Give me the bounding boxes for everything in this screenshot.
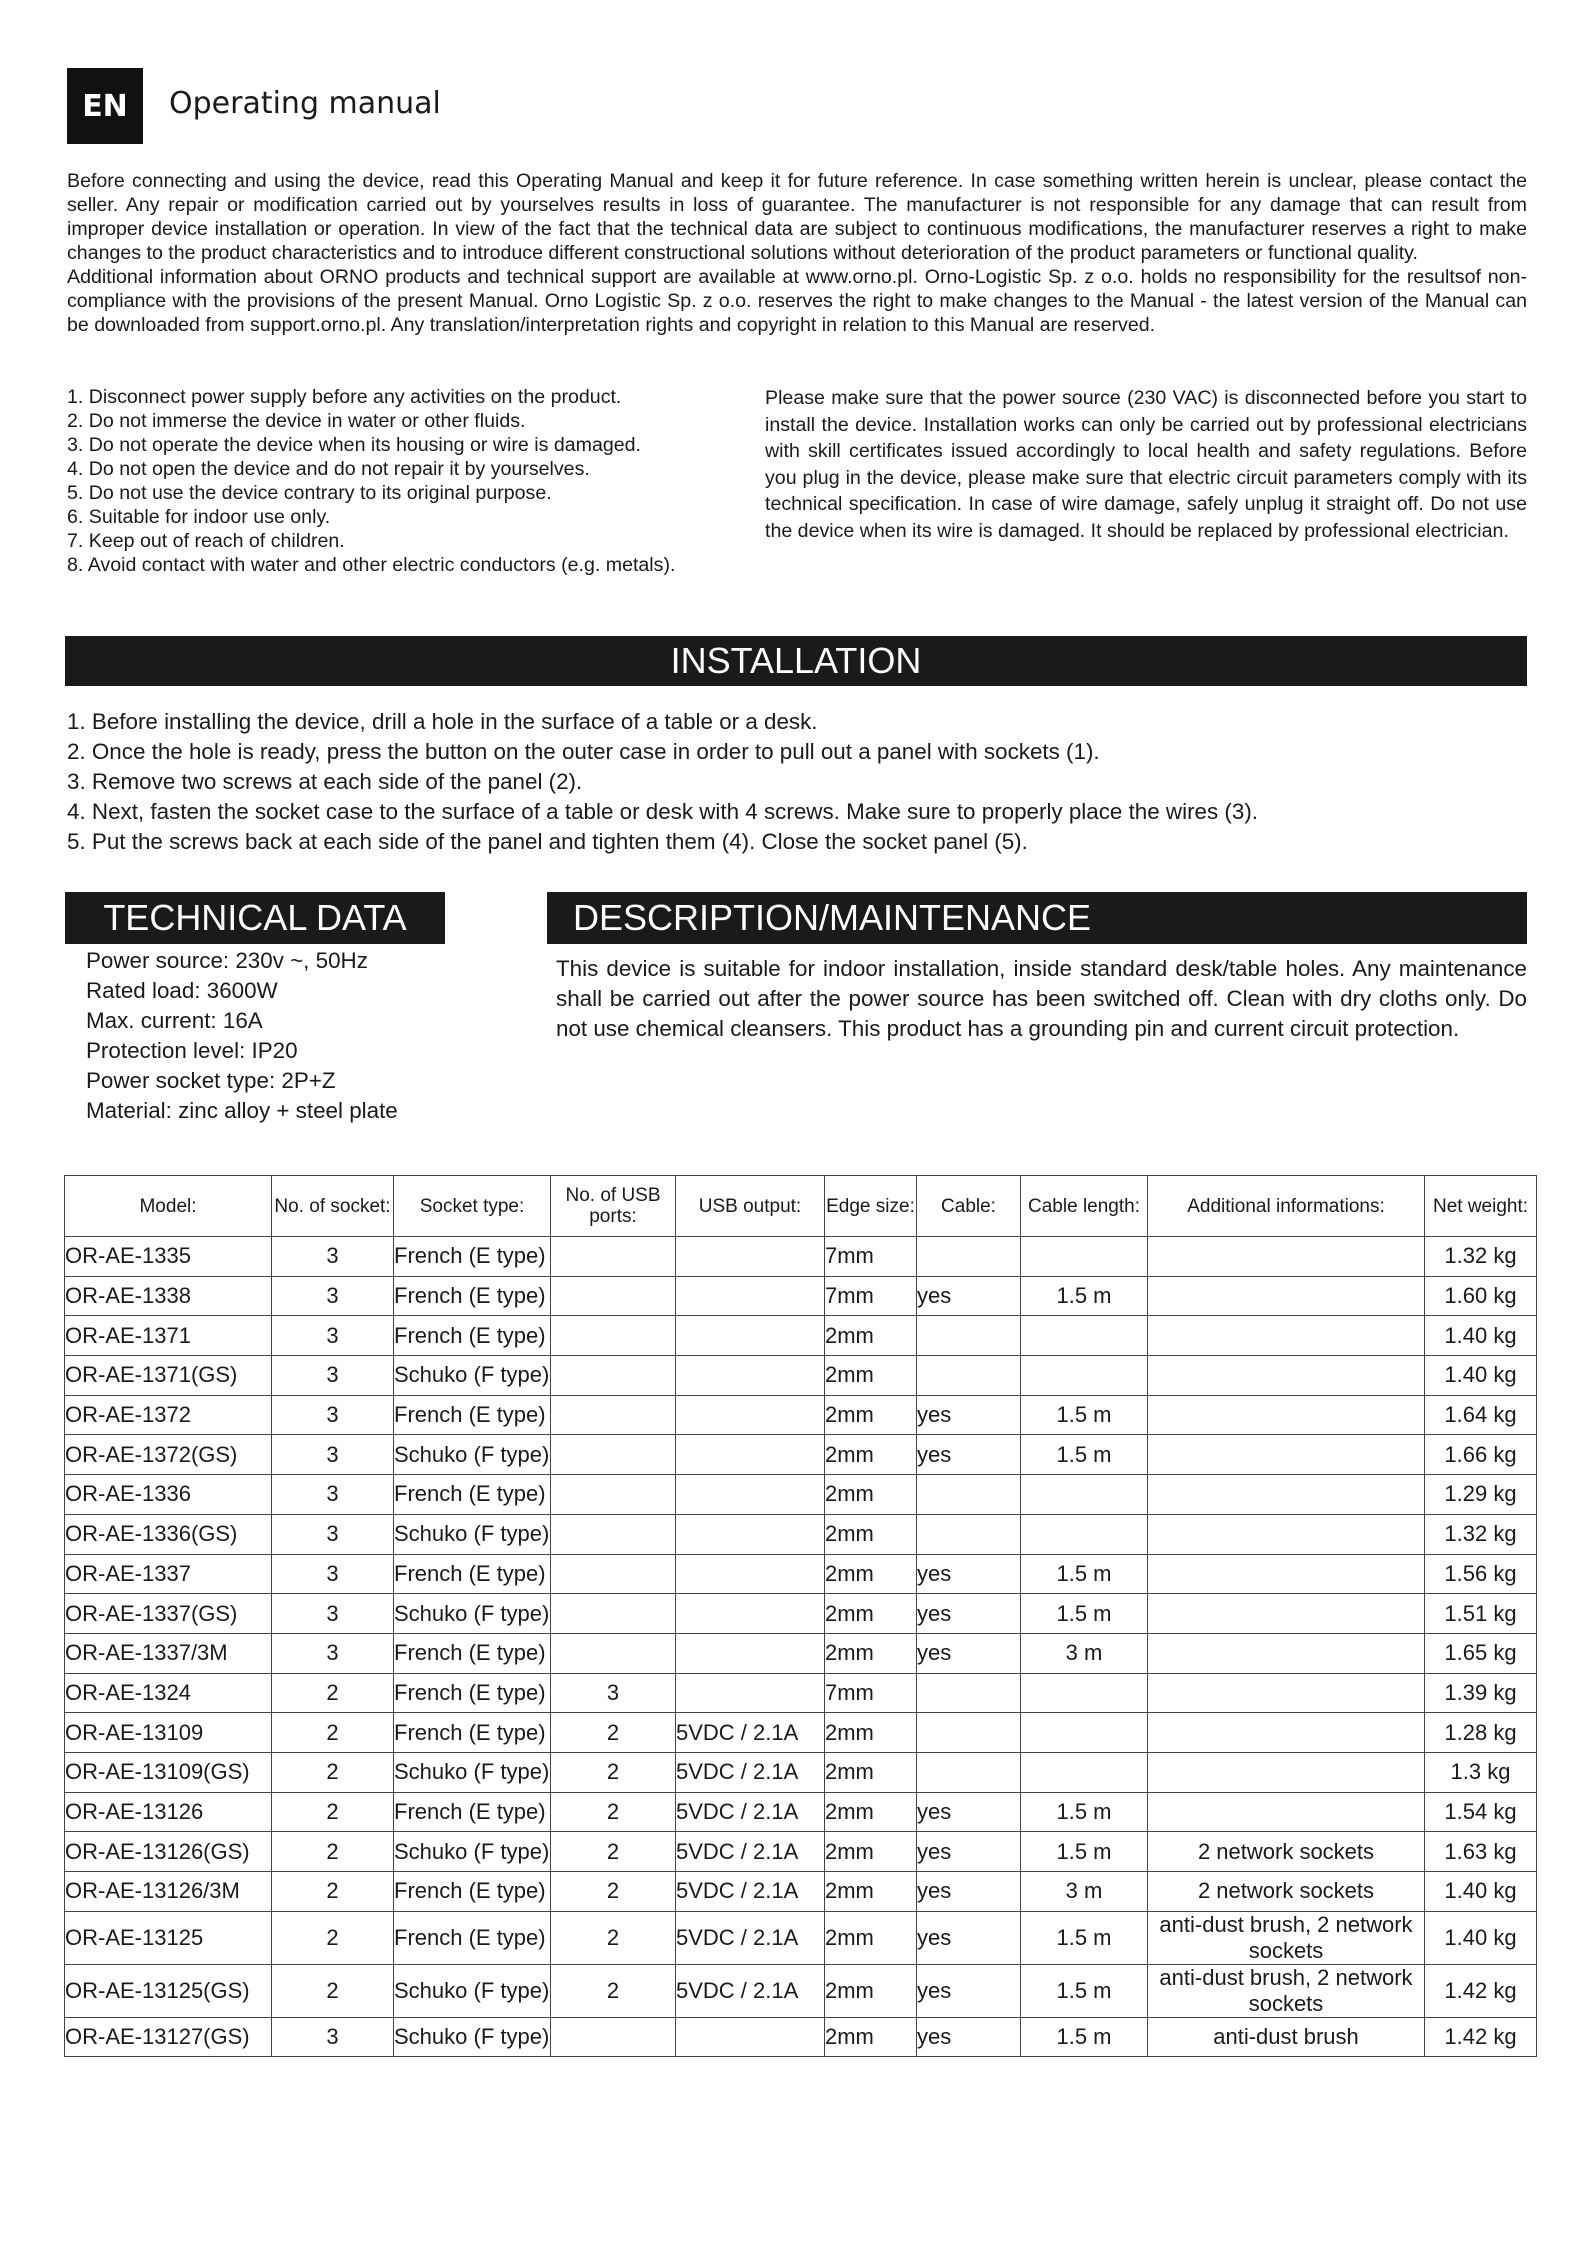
installation-step: 2. Once the hole is ready, press the button on the outer case in order to pull out a panel with sockets (1).: [67, 739, 1100, 764]
cell-model: OR-AE-13127(GS): [65, 2017, 272, 2057]
cell-edge-size: 2mm: [825, 1594, 917, 1634]
cell-model: OR-AE-13109: [65, 1713, 272, 1753]
cell-net-weight: 1.32 kg: [1425, 1514, 1537, 1554]
cell-socket-type: French (E type): [394, 1911, 551, 1964]
cell-cable: yes: [917, 1872, 1021, 1912]
cell-usb-output: [676, 1435, 825, 1475]
cell-cable: yes: [917, 1395, 1021, 1435]
cell-socket-type: French (E type): [394, 1792, 551, 1832]
cell-socket-type: Schuko (F type): [394, 2017, 551, 2057]
technical-data-item: Material: zinc alloy + steel plate: [86, 1098, 398, 1123]
cell-cable: yes: [917, 1594, 1021, 1634]
cell-socket-type: Schuko (F type): [394, 1752, 551, 1792]
safety-item: 2. Do not immerse the device in water or other fluids.: [67, 410, 526, 432]
cell-sockets: 3: [272, 1475, 394, 1515]
cell-usb-ports: [551, 1475, 676, 1515]
cell-usb-ports: [551, 1435, 676, 1475]
cell-additional-info: anti-dust brush, 2 network sockets: [1148, 1911, 1425, 1964]
cell-additional-info: [1148, 1633, 1425, 1673]
cell-socket-type: Schuko (F type): [394, 1832, 551, 1872]
technical-data-item: Rated load: 3600W: [86, 978, 278, 1003]
cell-usb-output: [676, 2017, 825, 2057]
column-header-model: Model:: [65, 1176, 272, 1237]
table-row: [65, 1395, 1537, 1435]
safety-item: 3. Do not operate the device when its housing or wire is damaged.: [67, 434, 641, 456]
cell-usb-output: [676, 1633, 825, 1673]
cell-socket-type: French (E type): [394, 1475, 551, 1515]
column-header-cable: Cable:: [917, 1176, 1021, 1237]
cell-additional-info: [1148, 1752, 1425, 1792]
cell-usb-ports: 2: [551, 1911, 676, 1964]
cell-model: OR-AE-13126/3M: [65, 1872, 272, 1912]
cell-usb-ports: [551, 1554, 676, 1594]
table-row: [65, 1514, 1537, 1554]
cell-additional-info: [1148, 1435, 1425, 1475]
table-row: [65, 1872, 1537, 1912]
table-row: [65, 1594, 1537, 1634]
table-row: [65, 1713, 1537, 1753]
cell-additional-info: anti-dust brush: [1148, 2017, 1425, 2057]
cell-socket-type: French (E type): [394, 1713, 551, 1753]
cell-sockets: 2: [272, 1673, 394, 1713]
cell-edge-size: 2mm: [825, 1872, 917, 1912]
cell-usb-ports: [551, 1594, 676, 1634]
cell-model: OR-AE-1371: [65, 1316, 272, 1356]
cell-edge-size: 2mm: [825, 1792, 917, 1832]
cell-edge-size: 2mm: [825, 1832, 917, 1872]
column-header-edge-size: Edge size:: [825, 1176, 917, 1237]
cell-net-weight: 1.63 kg: [1425, 1832, 1537, 1872]
cell-edge-size: 2mm: [825, 1475, 917, 1515]
cell-cable-length: 1.5 m: [1021, 1276, 1148, 1316]
table-row: [65, 1832, 1537, 1872]
cell-socket-type: Schuko (F type): [394, 1356, 551, 1396]
column-header-usb-output: USB output:: [676, 1176, 825, 1237]
cell-sockets: 3: [272, 1594, 394, 1634]
cell-edge-size: 2mm: [825, 1395, 917, 1435]
cell-socket-type: Schuko (F type): [394, 1435, 551, 1475]
cell-cable: [917, 1673, 1021, 1713]
safety-list: [67, 385, 767, 577]
cell-socket-type: French (E type): [394, 1673, 551, 1713]
cell-cable-length: 1.5 m: [1021, 1964, 1148, 2017]
cell-cable-length: 1.5 m: [1021, 2017, 1148, 2057]
safety-note: Please make sure that the power source (230 VAC) is disconnected before you start to install the device. Installation works can only be carried out by professional electricians with skill certificates issued accordingly to local health and safety regulations. Before you plug in the device, please make sure that electric circuit parameters comply with its technical specification. In case of wire damage, safely unplug it straight off. Do not use the device when its wire is damaged. It should be replaced by professional electrician.: [765, 387, 1527, 542]
cell-edge-size: 2mm: [825, 1316, 917, 1356]
cell-cable: yes: [917, 2017, 1021, 2057]
cell-net-weight: 1.40 kg: [1425, 1872, 1537, 1912]
technical-data-item: Power source: 230v ~, 50Hz: [86, 948, 368, 973]
installation-step: 1. Before installing the device, drill a hole in the surface of a table or a desk.: [67, 709, 818, 734]
cell-cable: [917, 1237, 1021, 1277]
column-header-additional-info: Additional informations:: [1148, 1176, 1425, 1237]
cell-usb-ports: 3: [551, 1673, 676, 1713]
cell-model: OR-AE-1324: [65, 1673, 272, 1713]
cell-cable-length: [1021, 1514, 1148, 1554]
cell-sockets: 2: [272, 1832, 394, 1872]
table-row: [65, 1237, 1537, 1277]
cell-edge-size: 7mm: [825, 1276, 917, 1316]
cell-additional-info: [1148, 1673, 1425, 1713]
technical-data-item: Protection level: IP20: [86, 1038, 298, 1063]
cell-usb-ports: [551, 1514, 676, 1554]
cell-usb-ports: 2: [551, 1872, 676, 1912]
cell-usb-ports: [551, 1276, 676, 1316]
cell-net-weight: 1.39 kg: [1425, 1673, 1537, 1713]
cell-sockets: 3: [272, 1316, 394, 1356]
cell-edge-size: 2mm: [825, 1435, 917, 1475]
cell-net-weight: 1.42 kg: [1425, 2017, 1537, 2057]
models-table: [64, 1175, 1537, 2057]
cell-usb-ports: 2: [551, 1713, 676, 1753]
cell-sockets: 3: [272, 1395, 394, 1435]
cell-model: OR-AE-1336(GS): [65, 1514, 272, 1554]
installation-step: 5. Put the screws back at each side of the panel and tighten them (4). Close the socket panel (5).: [67, 829, 1028, 854]
description-heading: DESCRIPTION/MAINTENANCE: [547, 892, 1527, 944]
cell-cable-length: 1.5 m: [1021, 1832, 1148, 1872]
cell-cable-length: 3 m: [1021, 1872, 1148, 1912]
cell-sockets: 2: [272, 1713, 394, 1753]
cell-usb-ports: [551, 1356, 676, 1396]
cell-socket-type: French (E type): [394, 1237, 551, 1277]
cell-net-weight: 1.40 kg: [1425, 1911, 1537, 1964]
cell-cable: [917, 1475, 1021, 1515]
column-header-net-weight: Net weight:: [1425, 1176, 1537, 1237]
cell-socket-type: French (E type): [394, 1276, 551, 1316]
cell-sockets: 3: [272, 1554, 394, 1594]
cell-usb-output: 5VDC / 2.1A: [676, 1872, 825, 1912]
safety-item: 6. Suitable for indoor use only.: [67, 506, 331, 528]
cell-additional-info: [1148, 1475, 1425, 1515]
cell-cable: [917, 1752, 1021, 1792]
intro-paragraph-1: Before connecting and using the device, read this Operating Manual and keep it for future reference. In case something written herein is unclear, please contact the seller. Any repair or modification carried out by yourselves results in loss of guarantee. The manufacturer is not responsible for any damage that can result from improper device installation or operation. In view of the fact that the technical data are subject to continuous modifications, the manufacturer reserves a right to make changes to the product characteristics and to introduce different constructional solutions without deterioration of the product parameters or functional quality.: [67, 170, 1527, 264]
cell-model: OR-AE-1337/3M: [65, 1633, 272, 1673]
cell-model: OR-AE-1336: [65, 1475, 272, 1515]
table-row: [65, 1316, 1537, 1356]
cell-usb-ports: [551, 1395, 676, 1435]
cell-usb-output: 5VDC / 2.1A: [676, 1713, 825, 1753]
cell-cable-length: [1021, 1752, 1148, 1792]
cell-cable: yes: [917, 1554, 1021, 1594]
cell-additional-info: [1148, 1514, 1425, 1554]
cell-cable: yes: [917, 1832, 1021, 1872]
cell-model: OR-AE-13126: [65, 1792, 272, 1832]
cell-sockets: 2: [272, 1872, 394, 1912]
cell-model: OR-AE-13126(GS): [65, 1832, 272, 1872]
cell-model: OR-AE-1371(GS): [65, 1356, 272, 1396]
table-row: [65, 2017, 1537, 2057]
cell-sockets: 3: [272, 1237, 394, 1277]
cell-sockets: 2: [272, 1964, 394, 2017]
cell-cable-length: 1.5 m: [1021, 1554, 1148, 1594]
cell-model: OR-AE-13125(GS): [65, 1964, 272, 2017]
cell-sockets: 2: [272, 1911, 394, 1964]
cell-usb-output: 5VDC / 2.1A: [676, 1752, 825, 1792]
cell-socket-type: French (E type): [394, 1316, 551, 1356]
table-row: [65, 1792, 1537, 1832]
cell-edge-size: 2mm: [825, 1752, 917, 1792]
cell-model: OR-AE-1337: [65, 1554, 272, 1594]
cell-cable: [917, 1316, 1021, 1356]
cell-usb-ports: 2: [551, 1832, 676, 1872]
cell-net-weight: 1.42 kg: [1425, 1964, 1537, 2017]
cell-sockets: 3: [272, 1514, 394, 1554]
cell-usb-output: [676, 1673, 825, 1713]
cell-additional-info: [1148, 1395, 1425, 1435]
cell-usb-ports: 2: [551, 1752, 676, 1792]
cell-usb-output: 5VDC / 2.1A: [676, 1792, 825, 1832]
technical-data-item: Power socket type: 2P+Z: [86, 1068, 336, 1093]
cell-net-weight: 1.40 kg: [1425, 1356, 1537, 1396]
table-row: [65, 1911, 1537, 1964]
cell-edge-size: 2mm: [825, 1964, 917, 2017]
column-header-socket-type: Socket type:: [394, 1176, 551, 1237]
intro-text: [67, 169, 1527, 337]
safety-item: 7. Keep out of reach of children.: [67, 530, 345, 552]
cell-net-weight: 1.40 kg: [1425, 1316, 1537, 1356]
cell-usb-ports: [551, 1633, 676, 1673]
technical-data-heading: TECHNICAL DATA: [65, 892, 445, 944]
cell-usb-output: [676, 1395, 825, 1435]
technical-data-list: [86, 946, 486, 1126]
cell-sockets: 2: [272, 1792, 394, 1832]
cell-usb-output: [676, 1554, 825, 1594]
cell-cable-length: 1.5 m: [1021, 1435, 1148, 1475]
cell-usb-output: [676, 1316, 825, 1356]
cell-cable: yes: [917, 1964, 1021, 2017]
cell-usb-output: 5VDC / 2.1A: [676, 1964, 825, 2017]
safety-item: 5. Do not use the device contrary to its original purpose.: [67, 482, 552, 504]
cell-additional-info: [1148, 1594, 1425, 1634]
cell-sockets: 3: [272, 1633, 394, 1673]
cell-edge-size: 2mm: [825, 1514, 917, 1554]
intro-paragraph-2: Additional information about ORNO products and technical support are available at www.orno.pl. Orno-Logistic Sp. z o.o. holds no responsibility for the resultsof non-compliance with the provisions of the present Manual. Orno Logistic Sp. z o.o. reserves the right to make changes to the Manual - the latest version of the Manual can be downloaded from support.orno.pl. Any translation/interpretation rights and copyright in relation to this Manual are reserved.: [67, 266, 1527, 336]
table-row: [65, 1475, 1537, 1515]
cell-cable: yes: [917, 1435, 1021, 1475]
table-row: [65, 1435, 1537, 1475]
cell-cable-length: 1.5 m: [1021, 1911, 1148, 1964]
cell-net-weight: 1.51 kg: [1425, 1594, 1537, 1634]
cell-usb-output: 5VDC / 2.1A: [676, 1911, 825, 1964]
cell-edge-size: 2mm: [825, 1633, 917, 1673]
cell-usb-output: [676, 1356, 825, 1396]
cell-cable: [917, 1713, 1021, 1753]
cell-cable: [917, 1514, 1021, 1554]
cell-edge-size: 7mm: [825, 1237, 917, 1277]
cell-sockets: 3: [272, 1435, 394, 1475]
cell-usb-output: [676, 1276, 825, 1316]
cell-cable-length: 3 m: [1021, 1633, 1148, 1673]
cell-net-weight: 1.54 kg: [1425, 1792, 1537, 1832]
cell-cable: yes: [917, 1792, 1021, 1832]
cell-usb-ports: 2: [551, 1964, 676, 2017]
installation-step: 3. Remove two screws at each side of the panel (2).: [67, 769, 583, 794]
cell-model: OR-AE-1335: [65, 1237, 272, 1277]
cell-socket-type: French (E type): [394, 1633, 551, 1673]
cell-usb-ports: [551, 1237, 676, 1277]
page-title: Operating manual: [169, 86, 441, 121]
cell-net-weight: 1.32 kg: [1425, 1237, 1537, 1277]
cell-usb-ports: 2: [551, 1792, 676, 1832]
cell-net-weight: 1.65 kg: [1425, 1633, 1537, 1673]
safety-item: 8. Avoid contact with water and other electric conductors (e.g. metals).: [67, 554, 676, 576]
installation-steps: [67, 707, 1527, 857]
cell-additional-info: 2 network sockets: [1148, 1832, 1425, 1872]
table-row: [65, 1964, 1537, 2017]
safety-item: 4. Do not open the device and do not repair it by yourselves.: [67, 458, 590, 480]
cell-additional-info: 2 network sockets: [1148, 1872, 1425, 1912]
technical-data-item: Max. current: 16A: [86, 1008, 263, 1033]
table-row: [65, 1356, 1537, 1396]
cell-cable-length: [1021, 1356, 1148, 1396]
cell-edge-size: 2mm: [825, 1356, 917, 1396]
column-header-cable-length: Cable length:: [1021, 1176, 1148, 1237]
cell-cable-length: 1.5 m: [1021, 1792, 1148, 1832]
cell-cable: [917, 1356, 1021, 1396]
cell-socket-type: Schuko (F type): [394, 1964, 551, 2017]
column-header-sockets: No. of socket:: [272, 1176, 394, 1237]
cell-cable: yes: [917, 1276, 1021, 1316]
cell-socket-type: French (E type): [394, 1872, 551, 1912]
cell-additional-info: [1148, 1356, 1425, 1396]
cell-cable: yes: [917, 1911, 1021, 1964]
language-badge: EN: [67, 68, 143, 144]
cell-edge-size: 2mm: [825, 1554, 917, 1594]
cell-sockets: 3: [272, 1276, 394, 1316]
cell-sockets: 3: [272, 1356, 394, 1396]
cell-cable-length: [1021, 1316, 1148, 1356]
description-text: This device is suitable for indoor installation, inside standard desk/table holes. Any maintenance shall be carried out after the power source has been switched off. Clean with dry cloths only. Do not use chemical cleansers. This product has a grounding pin and current circuit protection.: [556, 956, 1527, 1041]
table-row: [65, 1673, 1537, 1713]
cell-additional-info: anti-dust brush, 2 network sockets: [1148, 1964, 1425, 2017]
cell-additional-info: [1148, 1316, 1425, 1356]
cell-cable-length: [1021, 1673, 1148, 1713]
cell-cable-length: [1021, 1237, 1148, 1277]
cell-net-weight: 1.3 kg: [1425, 1752, 1537, 1792]
cell-sockets: 3: [272, 2017, 394, 2057]
cell-additional-info: [1148, 1792, 1425, 1832]
cell-cable-length: 1.5 m: [1021, 1594, 1148, 1634]
cell-edge-size: 2mm: [825, 1713, 917, 1753]
table-row: [65, 1276, 1537, 1316]
cell-model: OR-AE-1337(GS): [65, 1594, 272, 1634]
cell-net-weight: 1.28 kg: [1425, 1713, 1537, 1753]
cell-usb-output: [676, 1237, 825, 1277]
cell-edge-size: 7mm: [825, 1673, 917, 1713]
cell-model: OR-AE-1338: [65, 1276, 272, 1316]
cell-socket-type: Schuko (F type): [394, 1514, 551, 1554]
cell-model: OR-AE-1372(GS): [65, 1435, 272, 1475]
cell-socket-type: Schuko (F type): [394, 1594, 551, 1634]
cell-net-weight: 1.56 kg: [1425, 1554, 1537, 1594]
cell-net-weight: 1.66 kg: [1425, 1435, 1537, 1475]
cell-cable-length: [1021, 1475, 1148, 1515]
safety-item: 1. Disconnect power supply before any activities on the product.: [67, 386, 622, 408]
cell-model: OR-AE-13125: [65, 1911, 272, 1964]
installation-step: 4. Next, fasten the socket case to the surface of a table or desk with 4 screws. Make sure to properly place the wires (3).: [67, 799, 1258, 824]
cell-net-weight: 1.64 kg: [1425, 1395, 1537, 1435]
cell-model: OR-AE-13109(GS): [65, 1752, 272, 1792]
cell-usb-ports: [551, 1316, 676, 1356]
cell-usb-ports: [551, 2017, 676, 2057]
table-row: [65, 1752, 1537, 1792]
cell-usb-output: [676, 1594, 825, 1634]
cell-cable-length: [1021, 1713, 1148, 1753]
cell-additional-info: [1148, 1276, 1425, 1316]
cell-edge-size: 2mm: [825, 1911, 917, 1964]
cell-cable: yes: [917, 1633, 1021, 1673]
cell-usb-output: 5VDC / 2.1A: [676, 1832, 825, 1872]
cell-additional-info: [1148, 1237, 1425, 1277]
cell-usb-output: [676, 1475, 825, 1515]
table-row: [65, 1633, 1537, 1673]
cell-edge-size: 2mm: [825, 2017, 917, 2057]
cell-sockets: 2: [272, 1752, 394, 1792]
table-header-row: [65, 1176, 1537, 1237]
installation-heading: INSTALLATION: [65, 636, 1527, 686]
cell-socket-type: French (E type): [394, 1395, 551, 1435]
cell-cable-length: 1.5 m: [1021, 1395, 1148, 1435]
cell-socket-type: French (E type): [394, 1554, 551, 1594]
cell-net-weight: 1.60 kg: [1425, 1276, 1537, 1316]
cell-net-weight: 1.29 kg: [1425, 1475, 1537, 1515]
column-header-usb-ports: No. of USB ports:: [551, 1176, 676, 1237]
cell-additional-info: [1148, 1713, 1425, 1753]
table-row: [65, 1554, 1537, 1594]
cell-additional-info: [1148, 1554, 1425, 1594]
cell-model: OR-AE-1372: [65, 1395, 272, 1435]
cell-usb-output: [676, 1514, 825, 1554]
